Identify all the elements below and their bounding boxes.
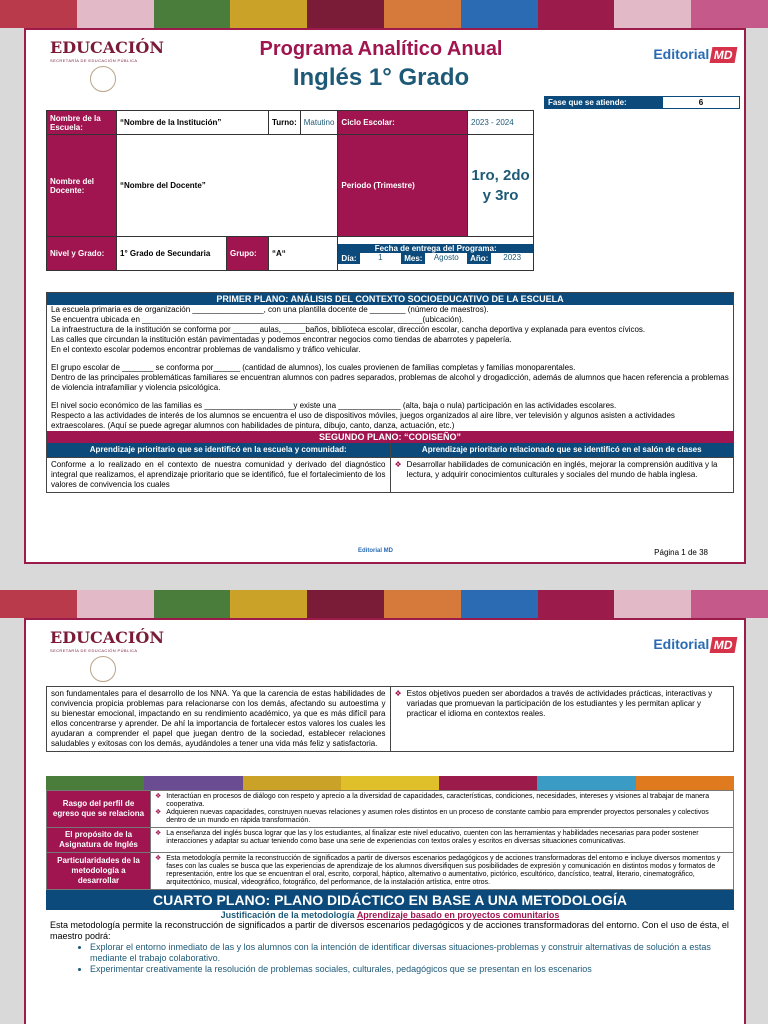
decor-stripe <box>77 590 154 618</box>
ciclo-value: 2023 - 2024 <box>468 111 534 135</box>
school-info-table <box>46 110 534 271</box>
editorial-logo: Editorial MD <box>653 46 736 63</box>
escuela-aprendizaje-text: Conforme a lo realizado en el contexto de nuestra comunidad y derivado del diagnóstico integral que realizamos, el aprendizaje prioritario que se identificó, fue el fortalecimiento de los valores de convivencia los cuales <box>47 458 391 492</box>
color-segment <box>439 776 537 790</box>
context-line: La escuela primaria es de organización ________________, con una plantilla docente de ________ (número de maestros). <box>51 305 489 314</box>
md-logo-icon: MD <box>710 47 737 63</box>
context-line: El grupo escolar de _______ se conforma por______ (cantidad de alumnos), los cuales provienen de familias completas y familias monoparentales. <box>51 363 576 372</box>
color-segment <box>46 776 144 790</box>
editorial-logo-2: Editorial MD <box>653 636 736 653</box>
color-segment <box>243 776 341 790</box>
context-line: La infraestructura de la institución se conforma por ______aulas, _____baños, biblioteca escolar, dirección escolar, cancha deportiva y explanada para eventos cívicos. <box>51 325 646 334</box>
decor-stripe <box>0 0 77 28</box>
grupo-value: “A“ <box>269 237 338 271</box>
continuation-right-text: Estos objetivos pueden ser abordados a través de actividades prácticas, interactivas y variadas que promuevan la participación de los estudiantes y les permitan aplicar y practicar el idioma en contextos reales. <box>406 689 713 718</box>
decor-stripe <box>384 0 461 28</box>
diamond-bullet-icon: ❖ <box>155 809 162 816</box>
md-logo-icon-2: MD <box>710 637 737 653</box>
context-line: Las calles que circundan la institución están pavimentadas y podemos encontrar negocios como tiendas de abarrotes y papelería. <box>51 335 512 344</box>
segundo-plano-header: SEGUNDO PLANO: “CODISEÑO” <box>47 431 733 443</box>
decor-stripe <box>77 0 154 28</box>
diamond-bullet-icon: ❖ <box>155 855 162 862</box>
fecha-label: Fecha de entrega del Programa: <box>338 244 533 253</box>
primer-plano-header: PRIMER PLANO: ANÁLISIS DEL CONTEXTO SOCIOEDUCATIVO DE LA ESCUELA <box>47 293 733 305</box>
footer-editorial: Editorial MD <box>358 548 394 554</box>
justificacion <box>46 910 734 920</box>
table-row <box>47 791 734 828</box>
primer-plano-section <box>46 292 734 493</box>
context-line: En el contexto escolar podemos encontrar problemas de vandalismo y tráfico vehicular. <box>51 345 361 354</box>
fase-value: 6 <box>662 96 740 109</box>
row-label: Particularidades de la metodología a desarrollar <box>47 853 151 890</box>
decor-stripe <box>154 0 231 28</box>
decor-stripe <box>614 0 691 28</box>
salon-aprendizaje-header: Aprendizaje prioritario relacionado que se identificó en el salón de clases <box>391 443 734 457</box>
diamond-bullet-icon: ❖ <box>155 793 162 800</box>
periodo-label: Periodo (Trimestre) <box>338 135 468 237</box>
dia-value: 1 <box>378 252 383 262</box>
methodology-intro: Esta metodología permite la reconstrucción de significados a partir de diversos escenarios pedagógicos y de acciones transformadoras del entorno. Con el uso de ésta, el maestro podrá: <box>50 920 729 941</box>
decor-stripe <box>538 590 615 618</box>
continuation-left-text: son fundamentales para el desarrollo de los NNA. Ya que la carencia de estas habilidades de convivencia propicia problemas para relacionarse con los demás, afectando su autoestima y su bienestar emocional, impactando en su rendimiento académico, ya que es más difícil para ellos concentrarse y aprender. De ahí la importancia de fortalecer estos valores los cuales les ayudaran a comprender el papel que juegan dentro de la sociedad, establecer relaciones saludables y exitosas con los demás, ayudándoles a tener una vida más feliz y satisfactoria. <box>47 687 391 751</box>
page-subtitle: Inglés 1° Grado <box>292 64 470 91</box>
color-segment <box>537 776 635 790</box>
diamond-bullet-icon: ❖ <box>394 689 402 698</box>
perfil-section <box>46 776 734 975</box>
methodology-link[interactable]: Aprendizaje basado en proyectos comunitarios <box>356 910 560 920</box>
sep-logo <box>50 38 180 92</box>
continuation-section <box>46 686 734 752</box>
row-content: ❖ Esta metodología permite la reconstrucción de significados a partir de diversos escenarios pedagógicos y de acciones transformadoras del entorno e incluye diversos momentos y fases con las cuales se busca que las experiencias de aprendizaje de los alumnos diversifiquen sus posibilidades de expresión y comunicación en distintos modos y formatos de representación, entre los que se encuentran el oral, escrito, corporal, háptico, alternativo o aumentativo, pictórico, escultórico, dancístico, teatral, literario, cinematográfico, arquitectónico, musical, videográfico, fotográfico, del performance, de la instalación artística, entre otros. <box>151 853 734 890</box>
decor-stripe <box>691 0 768 28</box>
color-segment <box>144 776 242 790</box>
page-title: Programa Analítico Anual <box>259 38 503 60</box>
color-segment <box>636 776 734 790</box>
list-item: • Experimentar creativamente la resolución de problemas sociales, culturales, pedagógicos que se presentan en los escenarios <box>90 964 730 975</box>
ciclo-label: Ciclo Escolar: <box>338 111 468 135</box>
table-row <box>47 828 734 853</box>
anio-label: Año: <box>467 253 491 264</box>
turno-value: Matutino <box>300 111 338 135</box>
fase-label: Fase que se atiende: <box>544 96 662 109</box>
decor-stripe <box>461 0 538 28</box>
context-line <box>47 355 733 363</box>
escuela-label: Nombre de la Escuela: <box>47 111 117 135</box>
diamond-bullet-icon: ❖ <box>155 830 162 837</box>
document-page-1 <box>24 28 746 564</box>
list-item: • Explorar el entorno inmediato de las y los alumnos con la intención de identificar diversas situaciones-problemas y construir alternativas de solución a estas mediante el trabajo colaborativo. <box>90 942 730 964</box>
logo-name: EDUCACIÓN <box>50 38 164 57</box>
context-line: Respecto a las actividades de interés de los alumnos se encuentra el uso de dispositivos móviles, juegos organizados al aire libre, ver televisión y algunos asisten a actividades extraescolares. (Aquí se puede agregar alumnos con habilidades de pintura, dibujo, canto, danza, actuación, etc.) <box>51 411 675 430</box>
logo-subtitle-2: SECRETARÍA DE EDUCACIÓN PÚBLICA <box>50 648 138 653</box>
context-line: El nivel socio económico de las familias es ____________________y existe una ______________ (alta, baja o nula) participación en las actividades escolares. <box>51 401 617 410</box>
row-label: Rasgo del perfil de egreso que se relaciona <box>47 791 151 828</box>
logo-subtitle: SECRETARÍA DE EDUCACIÓN PÚBLICA <box>50 58 138 63</box>
anio-value: 2023 <box>503 252 522 262</box>
periodo-value: 1ro, 2do y 3ro <box>468 135 534 237</box>
nivel-value: 1° Grado de Secundaria <box>117 237 227 271</box>
context-text <box>47 305 733 431</box>
page-number: Página 1 de 38 <box>654 548 708 557</box>
seal-icon-2 <box>90 656 116 682</box>
decor-stripe <box>307 0 384 28</box>
seal-icon <box>90 66 116 92</box>
decor-stripe <box>154 590 231 618</box>
docente-label: Nombre del Docente: <box>47 135 117 237</box>
salon-aprendizaje-text: Desarrollar habilidades de comunicación en inglés, mejorar la comprensión auditiva y la lectura, y adquirir conocimientos culturales y sociales del mundo de habla inglesa. <box>406 460 718 479</box>
row-label: El propósito de la Asignatura de Inglés <box>47 828 151 853</box>
middle-decor-stripes <box>0 590 768 618</box>
color-bar <box>46 776 734 790</box>
decor-stripe <box>307 590 384 618</box>
fase-field <box>544 96 740 109</box>
decor-stripe <box>384 590 461 618</box>
row-content: ❖ La enseñanza del inglés busca lograr que las y los estudiantes, al finalizar este nivel educativo, cuenten con las herramientas y habilidades necesarias para poder sostener interacciones y adaptar su actuar teniendo como base una serie de experiencias con textos orales y escritos en diversas situaciones comunicativas. <box>151 828 734 853</box>
justificacion-label: Justificación de la metodología <box>220 910 355 920</box>
decor-stripe <box>614 590 691 618</box>
methodology-list <box>50 942 730 975</box>
color-segment <box>341 776 439 790</box>
perfil-table <box>46 790 734 890</box>
sep-logo-2 <box>50 628 180 682</box>
context-line: Dentro de las principales problemáticas familiares se encuentran alumnos con padres separados, problemas de alcohol y drogadicción, además de alumnos que hacen referencia a problemas de violencia intrafamiliar y violencia psicológica. <box>51 373 729 392</box>
decor-stripe <box>691 590 768 618</box>
context-line <box>47 393 733 401</box>
escuela-aprendizaje-header: Aprendizaje prioritario que se identificó en la escuela y comunidad: <box>47 443 391 457</box>
context-line: Se encuentra ubicada en _______________________________________________________________(ubicación). <box>51 315 464 324</box>
diamond-bullet-icon: ❖ <box>394 460 402 469</box>
turno-label: Turno: <box>269 111 301 135</box>
decor-stripe <box>461 590 538 618</box>
decor-stripe <box>230 0 307 28</box>
top-decor-stripes <box>0 0 768 28</box>
table-row <box>47 853 734 890</box>
mes-value: Agosto <box>433 252 459 262</box>
methodology-text <box>46 920 734 975</box>
docente-value: “Nombre del Docente” <box>117 135 338 237</box>
decor-stripe <box>538 0 615 28</box>
mes-label: Mes: <box>401 253 425 264</box>
decor-stripe <box>0 590 77 618</box>
document-page-2 <box>24 618 746 1024</box>
cuarto-plano-header: CUARTO PLANO: PLANO DIDÁCTICO EN BASE A UNA METODOLOGÍA <box>46 890 734 910</box>
grupo-label: Grupo: <box>227 237 269 271</box>
logo-name-2: EDUCACIÓN <box>50 628 164 647</box>
escuela-value: “Nombre de la Institución” <box>117 111 269 135</box>
row-content: ❖ Interactúan en procesos de diálogo con respeto y aprecio a la diversidad de capacidades, características, condiciones, necesidades, intereses y visiones al trabajar de manera cooperativa. ❖ Adquieren nuevas capacidades, construyen nuevas relaciones y asumen roles distintos en un proceso de constante cambio para emprender proyectos personales y colectivos dentro de un mundo en rápida transformación. <box>151 791 734 828</box>
nivel-label: Nivel y Grado: <box>47 237 117 271</box>
dia-label: Día: <box>338 253 359 264</box>
decor-stripe <box>230 590 307 618</box>
